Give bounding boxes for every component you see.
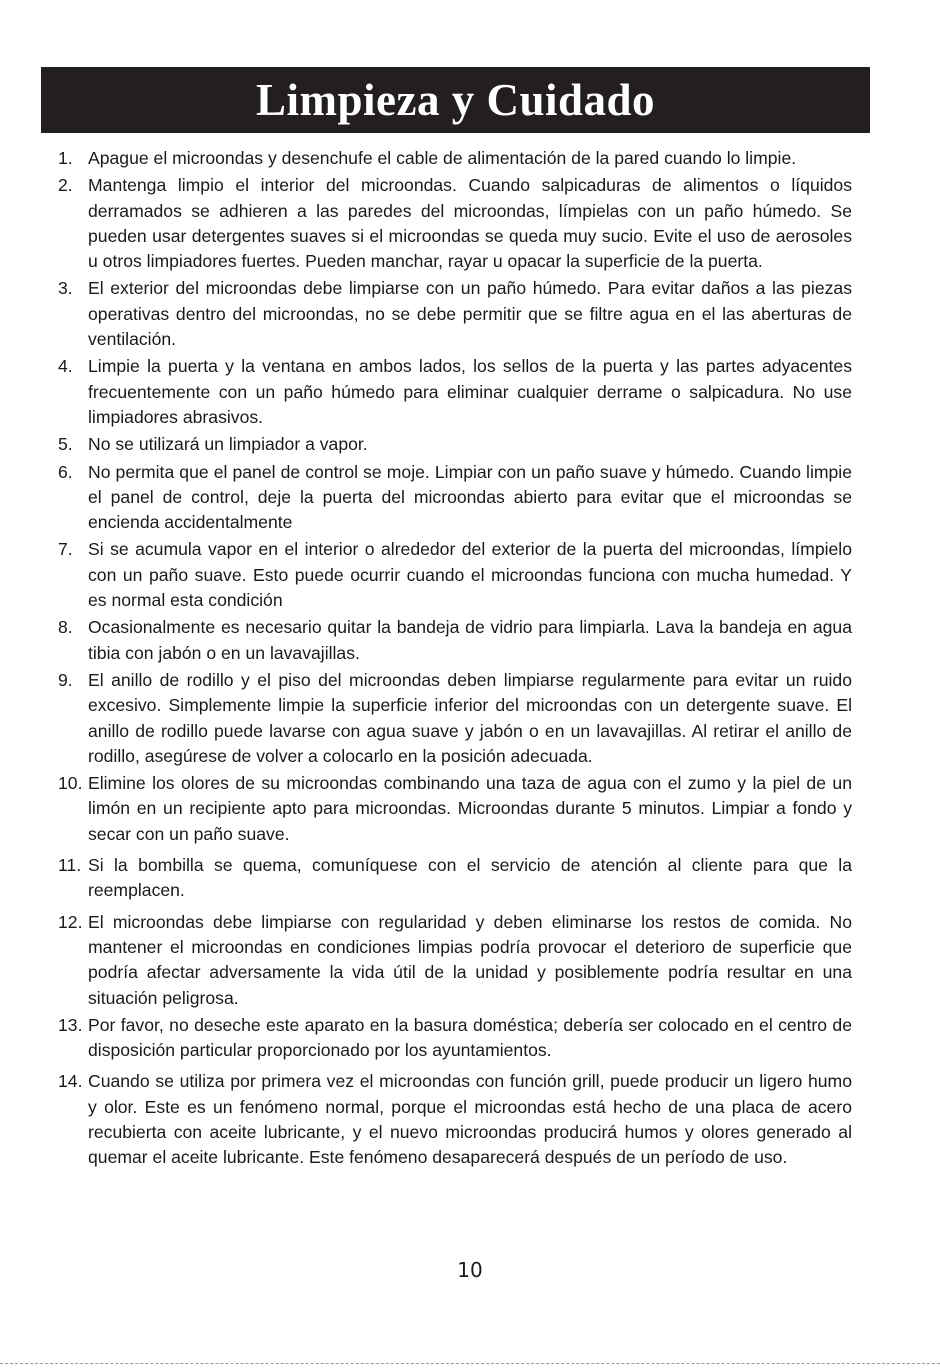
item-number: 3. [58, 278, 73, 299]
list-item [58, 668, 852, 769]
list-item [58, 460, 852, 536]
list-item [58, 771, 852, 847]
item-text: Cuando se utiliza por primera vez el microondas con función grill, puede producir un ligero humo y olor. Este es un fenómeno normal, porque el microondas está hecho de una placa de acero recubierta con aceite lubricante, y el nuevo microondas producirá humos y olores generado al quemar el aceite lubricante. Este fenómeno desaparecerá después de un período de uso. [88, 1071, 852, 1168]
item-number: 11. [58, 855, 82, 876]
list-item [58, 276, 852, 352]
item-number: 4. [58, 356, 73, 377]
item-number: 7. [58, 539, 73, 560]
item-number: 5. [58, 434, 73, 455]
item-number: 13. [58, 1014, 83, 1035]
page-number: 10 [457, 1258, 483, 1282]
item-text: Elimine los olores de su microondas combinando una taza de agua con el zumo y la piel de un limón en un recipiente apto para microondas. Microondas durante 5 minutos. Limpiar a fondo y secar con un paño suave. [88, 773, 852, 844]
list-item [58, 1013, 852, 1064]
item-text: No permita que el panel de control se moje. Limpiar con un paño suave y húmedo. Cuando limpie el panel de control, deje la puerta del microondas abierto para evitar que el microondas se encienda accidentalmente [88, 461, 852, 533]
item-text: Apague el microondas y desenchufe el cable de alimentación de la pared cuando lo limpie. [88, 148, 797, 168]
list-item [58, 146, 852, 171]
item-number: 14. [58, 1071, 83, 1092]
item-text: Limpie la puerta y la ventana en ambos lados, los sellos de la puerta y las partes adyacentes frecuentemente con un paño húmedo para eliminar cualquier derrame o salpicadura. No use limpiadores abrasivos. [88, 356, 852, 427]
item-number: 8. [58, 617, 73, 638]
section-title-banner [41, 67, 870, 133]
item-text: El microondas debe limpiarse con regularidad y deben eliminarse los restos de comida. No mantener el microondas en condiciones limpias podría provocar el deterioro de superficie que podría afectar adversamente la vida útil de la unidad y posiblemente podría resultar en una situación peligrosa. [88, 911, 852, 1008]
item-text: Por favor, no deseche este aparato en la basura doméstica; debería ser colocado en el centro de disposición particular proporcionado por los ayuntamientos. [88, 1014, 852, 1061]
item-text: Mantenga limpio el interior del microondas. Cuando salpicaduras de alimentos o líquidos derramados se adhieren a las paredes del microondas, límpielas con un paño húmedo. Se pueden usar detergentes suaves si el microondas se queda muy sucio. Evite el uso de aerosoles u otros limpiadores fuertes. Pueden manchar, rayar u opacar la superficie de la puerta. [88, 175, 852, 272]
list-item [58, 910, 852, 1011]
item-number: 9. [58, 669, 73, 690]
page-bottom-divider [0, 1363, 940, 1364]
item-text: Ocasionalmente es necesario quitar la bandeja de vidrio para limpiarla. Lava la bandeja en agua tibia con jabón o en un lavavajillas. [88, 617, 852, 663]
item-number: 1. [58, 148, 73, 168]
item-text: Si la bombilla se quema, comuníquese con el servicio de atención al cliente para que la reemplacen. [88, 855, 852, 901]
list-item [58, 432, 852, 457]
item-number: 6. [58, 461, 73, 482]
item-text: El anillo de rodillo y el piso del microondas deben limpiarse regularmente para evitar un ruido excesivo. Simplemente limpie la superficie inferior del microondas con un detergente suave. El anillo de rodillo puede lavarse con agua suave y jabón o en un lavavajillas. Al retirar el anillo de rodillo, asegúrese de volver a colocarlo en la posición adecuada. [88, 669, 852, 766]
item-text: No se utilizará un limpiador a vapor. [88, 434, 368, 455]
item-number: 2. [58, 175, 73, 196]
list-item [58, 537, 852, 613]
item-number: 10. [58, 773, 83, 794]
list-item [58, 853, 852, 904]
page-title: Limpieza y Cuidado [255, 75, 656, 125]
list-item [58, 1069, 852, 1170]
list-item [58, 354, 852, 430]
item-text: Si se acumula vapor en el interior o alrededor del exterior de la puerta del microondas, límpielo con un paño suave. Esto puede ocurrir cuando el microondas funciona con mucha humedad. Y es normal esta condición [88, 539, 852, 611]
cleaning-instructions-list [58, 146, 852, 1173]
list-item [58, 615, 852, 666]
item-text: El exterior del microondas debe limpiarse con un paño húmedo. Para evitar daños a las piezas operativas dentro del microondas, no se debe permitir que se filtre agua en el las aberturas de ventilación. [88, 278, 852, 350]
item-number: 12. [58, 911, 83, 932]
list-item [58, 173, 852, 274]
